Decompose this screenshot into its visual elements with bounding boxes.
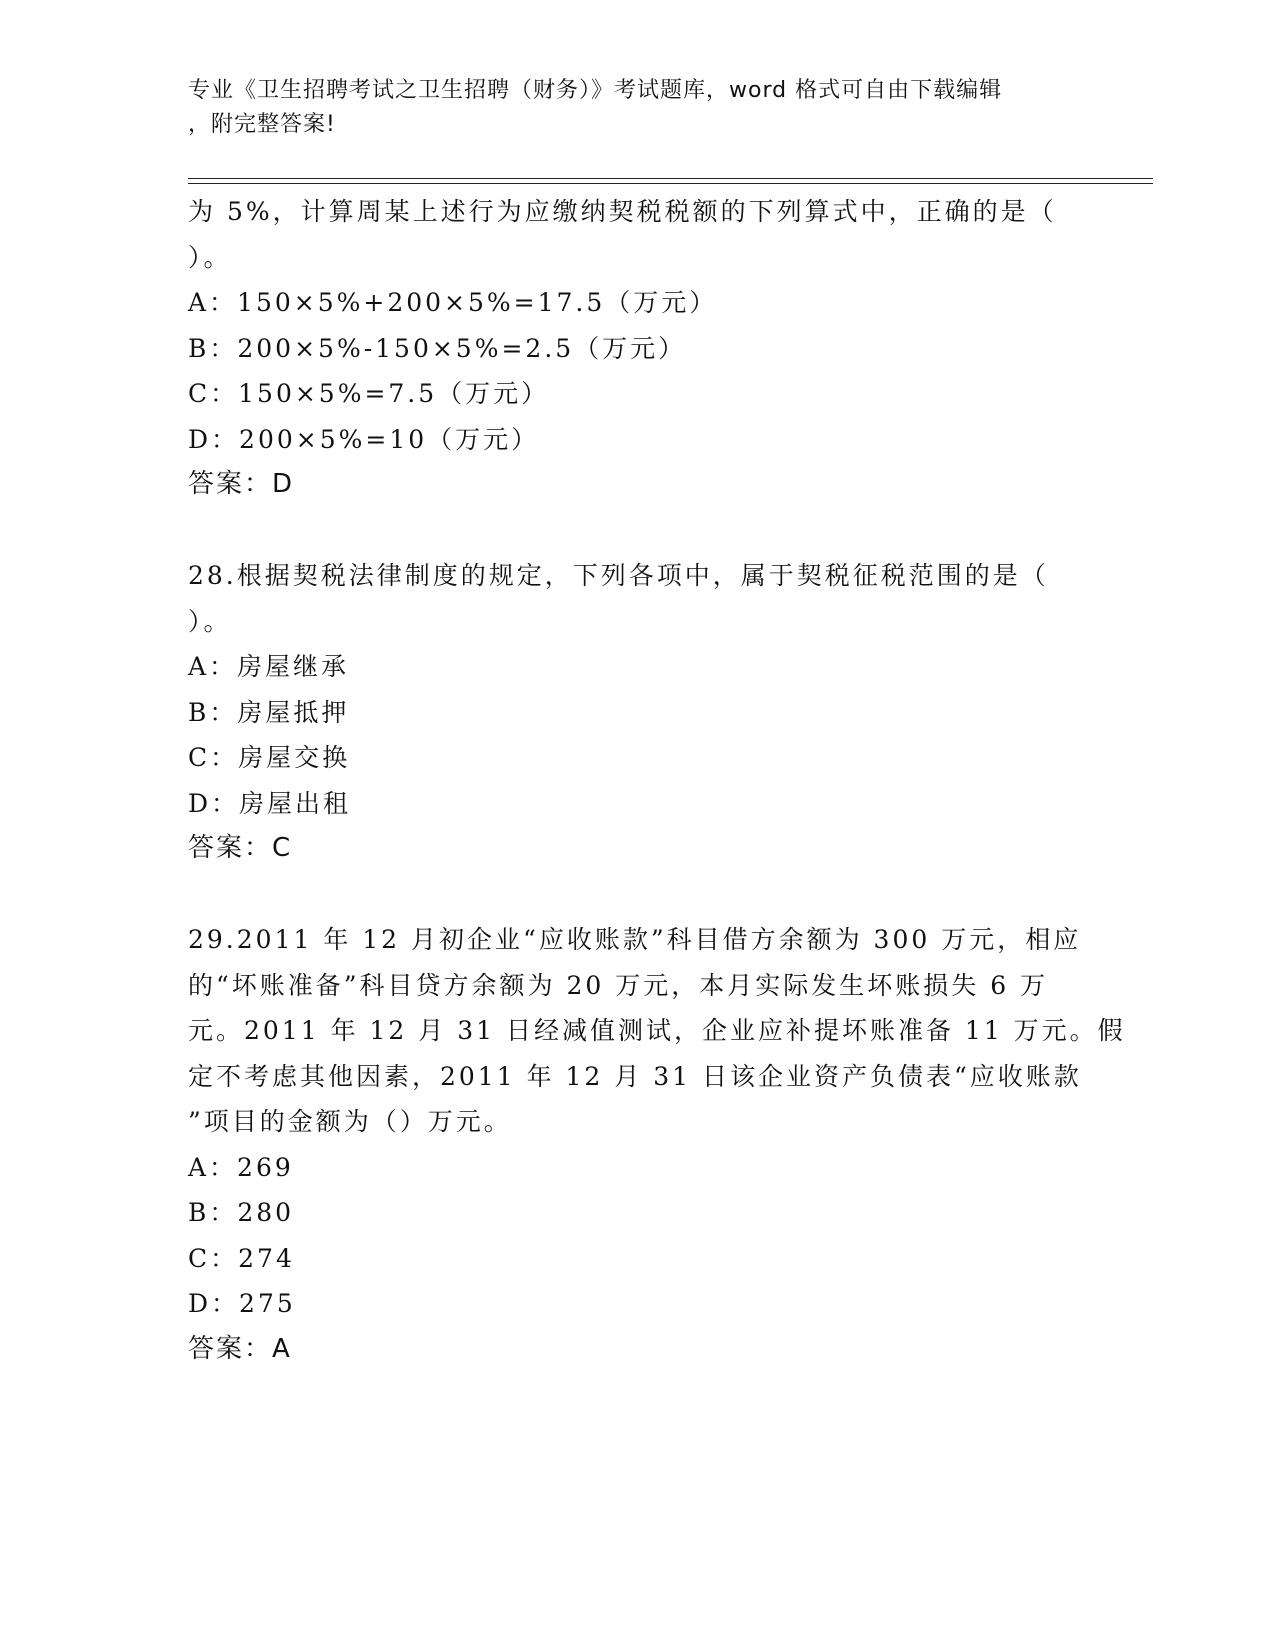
option-c: C：274 <box>188 1243 295 1273</box>
question-stem-line: 28.根据契税法律制度的规定，下列各项中，属于契税征税范围的是（ <box>188 561 1049 590</box>
option-b: B：房屋抵押 <box>188 697 350 727</box>
question-list <box>188 189 1126 1372</box>
answer-line: 答案：D <box>188 469 295 499</box>
option-b: B：200×5%-150×5%=2.5（万元） <box>188 333 687 363</box>
header-divider-bottom <box>188 183 1153 184</box>
option-c: C：房屋交换 <box>188 743 351 772</box>
answer-line: 答案：C <box>188 833 293 863</box>
option-d: D：275 <box>188 1289 296 1318</box>
option-a: A：269 <box>188 1152 294 1182</box>
question-spacer <box>188 508 1078 554</box>
question-stem-line: 定不考虑其他因素，2011 年 12 月 31 日该企业资产负债表“应收账款 <box>188 1061 1082 1091</box>
question-29 <box>188 917 1126 1372</box>
question-stem-line: 29.2011 年 12 月初企业“应收账款”科目借方余额为 300 万元，相应 <box>188 925 1082 954</box>
question-stem-line: 元。2011 年 12 月 31 日经减值测试，企业应补提坏账准备 11 万元。假 <box>188 1016 1126 1045</box>
question-stem-line: ）。 <box>188 606 232 636</box>
option-d: D：200×5%=10（万元） <box>188 424 540 454</box>
option-a: A：房屋继承 <box>188 652 350 681</box>
question-spacer <box>188 872 1078 918</box>
question-stem-line: ”项目的金额为（）万元。 <box>188 1107 512 1136</box>
answer-line: 答案：A <box>188 1333 292 1364</box>
option-a: A：150×5%+200×5%=17.5（万元） <box>188 288 718 317</box>
question-stem-line: ）。 <box>188 242 232 272</box>
option-d: D：房屋出租 <box>188 788 352 818</box>
header-divider-top <box>188 178 1153 179</box>
question-27 <box>188 189 1078 508</box>
option-b: B：280 <box>188 1198 295 1227</box>
question-stem-line: 的“坏账准备”科目贷方余额为 20 万元，本月实际发生坏账损失 6 万 <box>188 970 1049 1000</box>
header-title-line-1: 专业《卫生招聘考试之卫生招聘（财务）》考试题库，word 格式可自由下载编辑 <box>188 78 1003 103</box>
document-header <box>188 74 1068 142</box>
header-title-line-2: ，附完整答案! <box>188 112 336 137</box>
option-c: C：150×5%=7.5（万元） <box>188 379 550 408</box>
question-28 <box>188 553 1078 872</box>
question-stem-line: 为 5%，计算周某上述行为应缴纳契税税额的下列算式中，正确的是（ <box>188 197 1057 226</box>
